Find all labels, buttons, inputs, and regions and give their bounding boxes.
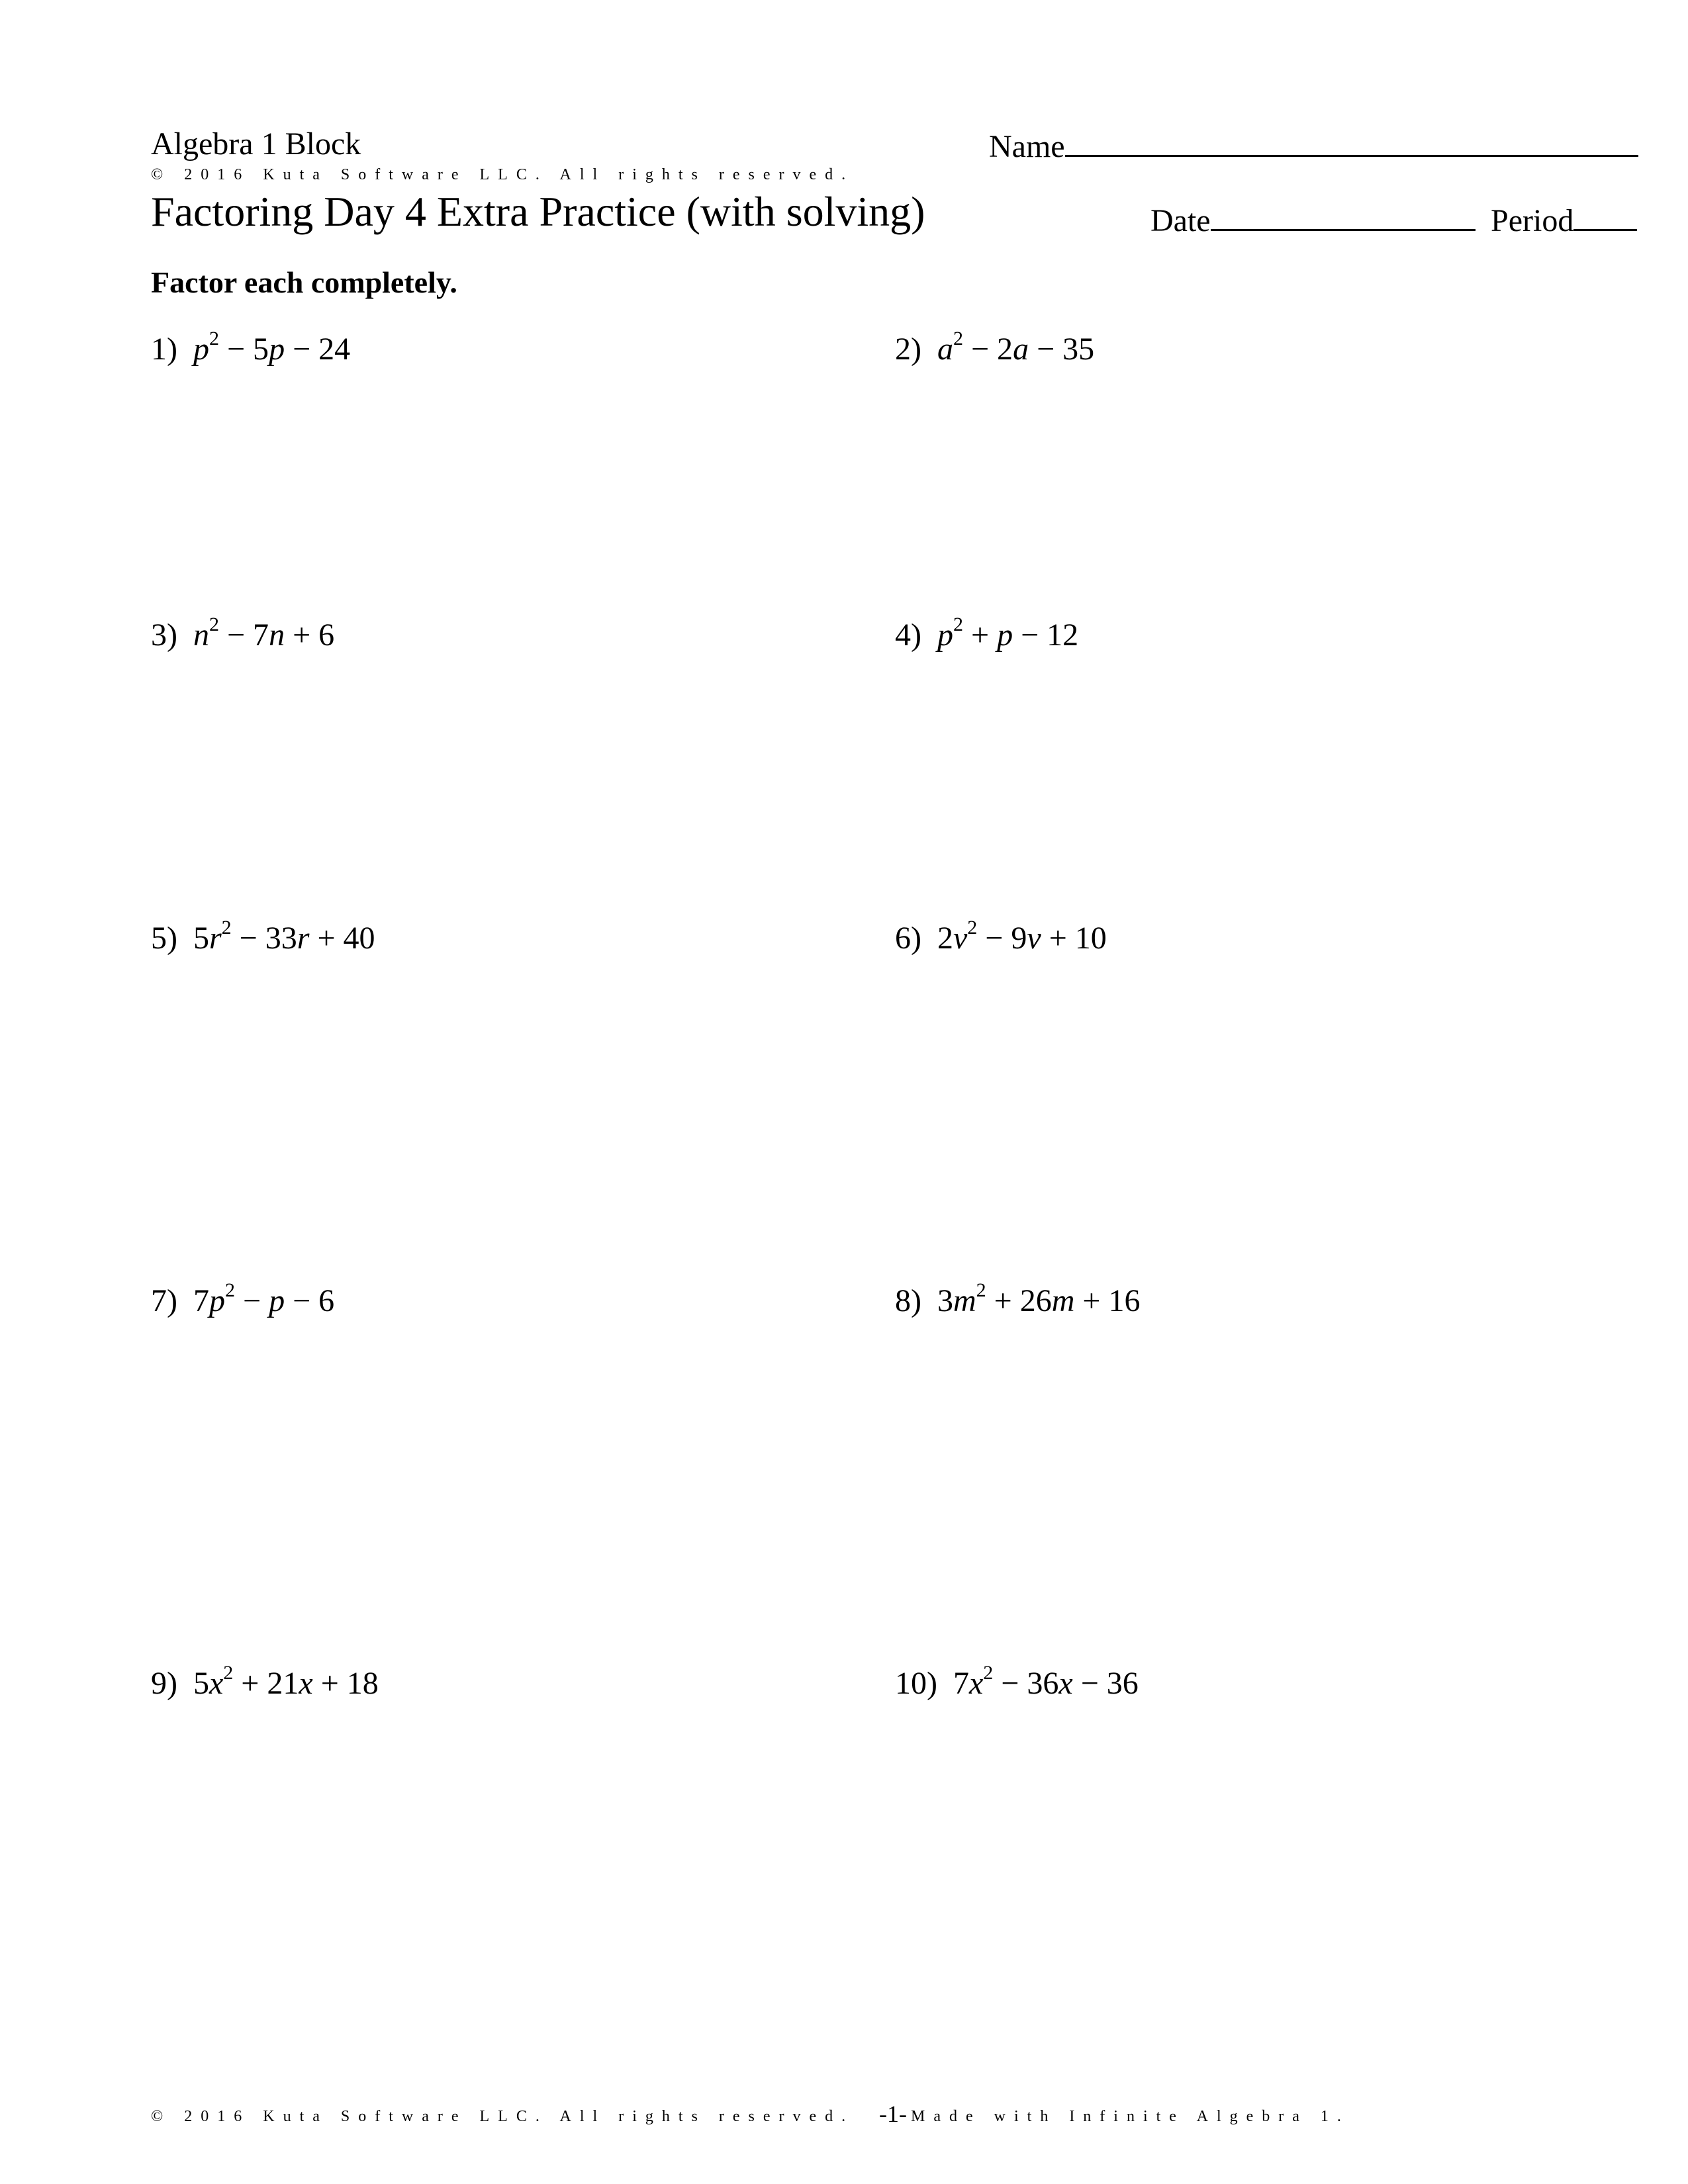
exponent: 2 xyxy=(209,614,219,635)
variable: a xyxy=(1013,332,1029,367)
problem-number: 4) xyxy=(895,617,937,653)
exponent: 2 xyxy=(953,614,963,635)
problem-9 xyxy=(151,1662,379,1701)
term: + 6 xyxy=(285,617,335,653)
footer xyxy=(151,2109,854,2124)
term: + 40 xyxy=(309,921,375,956)
variable: r xyxy=(209,921,222,956)
problem-7 xyxy=(151,1279,335,1318)
term: − 36 xyxy=(1072,1666,1139,1701)
problem-number: 7) xyxy=(151,1283,193,1318)
term: − 5 xyxy=(218,332,269,367)
variable: a xyxy=(937,332,953,367)
term: − 12 xyxy=(1013,617,1079,653)
problem-number: 9) xyxy=(151,1666,193,1701)
term: 7 xyxy=(193,1283,209,1318)
term: + 26 xyxy=(986,1283,1052,1318)
problem-expression xyxy=(953,1662,1139,1701)
term: 7 xyxy=(953,1666,969,1701)
exponent: 2 xyxy=(953,328,963,349)
term: + 18 xyxy=(312,1666,379,1701)
term: − 2 xyxy=(962,332,1013,367)
variable: m xyxy=(1051,1283,1075,1318)
term: + 10 xyxy=(1041,921,1107,956)
variable: m xyxy=(953,1283,976,1318)
period-blank-line[interactable] xyxy=(1573,203,1637,231)
problem-1 xyxy=(151,328,351,367)
name-field[interactable] xyxy=(989,128,1638,163)
problem-number: 8) xyxy=(895,1283,937,1318)
term: − 33 xyxy=(231,921,297,956)
problem-number: 5) xyxy=(151,921,193,956)
term: − 36 xyxy=(993,1666,1059,1701)
variable: p xyxy=(269,332,285,367)
instructions: Factor each completely. xyxy=(151,265,457,299)
name-label: Name xyxy=(989,129,1065,164)
variable: p xyxy=(193,332,209,367)
problem-3 xyxy=(151,614,335,653)
date-field[interactable] xyxy=(1150,203,1476,237)
variable: v xyxy=(953,921,968,956)
variable: p xyxy=(269,1283,285,1318)
problem-6 xyxy=(895,917,1107,956)
problem-5 xyxy=(151,917,375,956)
exponent: 2 xyxy=(224,1279,235,1301)
header-copyright: © 2016 Kuta Software LLC. All rights reserved. xyxy=(151,166,855,183)
problem-expression xyxy=(193,1279,335,1318)
problem-10 xyxy=(895,1662,1139,1701)
course-label: Algebra 1 Block xyxy=(151,126,361,161)
worksheet-title: Factoring Day 4 Extra Practice (with solving) xyxy=(151,188,925,235)
name-blank-line[interactable] xyxy=(1065,128,1638,157)
footer-copyright: © 2016 Kuta Software LLC. All rights reserved. xyxy=(151,2108,855,2125)
problem-expression xyxy=(937,917,1107,956)
problem-number: 2) xyxy=(895,332,937,367)
exponent: 2 xyxy=(221,917,232,938)
problem-expression xyxy=(193,614,335,653)
variable: n xyxy=(269,617,285,653)
footer-made-with: Made with Infinite Algebra 1. xyxy=(911,2108,1350,2125)
term: + 16 xyxy=(1074,1283,1141,1318)
term: 5 xyxy=(193,1666,209,1701)
exponent: 2 xyxy=(976,1279,986,1301)
term: 2 xyxy=(937,921,953,956)
variable: p xyxy=(209,1283,225,1318)
term: − 6 xyxy=(285,1283,335,1318)
exponent: 2 xyxy=(209,328,219,349)
problem-expression xyxy=(937,614,1079,653)
variable: x xyxy=(299,1666,313,1701)
problem-number: 10) xyxy=(895,1666,953,1701)
term: 3 xyxy=(937,1283,953,1318)
term: − xyxy=(234,1283,269,1318)
problem-number: 3) xyxy=(151,617,193,653)
term: 5 xyxy=(193,921,209,956)
exponent: 2 xyxy=(223,1662,234,1684)
period-field[interactable] xyxy=(1491,203,1637,237)
term: − 35 xyxy=(1029,332,1095,367)
variable: p xyxy=(937,617,953,653)
variable: r xyxy=(297,921,310,956)
problem-expression xyxy=(937,328,1095,367)
problem-expression xyxy=(937,1279,1141,1318)
term: − 7 xyxy=(218,617,269,653)
variable: v xyxy=(1027,921,1041,956)
period-label: Period xyxy=(1491,203,1574,238)
variable: x xyxy=(968,1666,984,1701)
problem-8 xyxy=(895,1279,1141,1318)
term: − 24 xyxy=(285,332,351,367)
date-label: Date xyxy=(1150,203,1211,238)
exponent: 2 xyxy=(983,1662,994,1684)
variable: x xyxy=(209,1666,224,1701)
problem-4 xyxy=(895,614,1079,653)
term: + xyxy=(962,617,998,653)
variable: p xyxy=(997,617,1013,653)
problem-number: 6) xyxy=(895,921,937,956)
variable: n xyxy=(193,617,209,653)
page-number: -1- xyxy=(879,2101,907,2127)
problem-number: 1) xyxy=(151,332,193,367)
problem-2 xyxy=(895,328,1095,367)
variable: x xyxy=(1058,1666,1073,1701)
exponent: 2 xyxy=(967,917,978,938)
problem-expression xyxy=(193,328,351,367)
term: + 21 xyxy=(233,1666,299,1701)
term: − 9 xyxy=(977,921,1027,956)
date-blank-line[interactable] xyxy=(1211,203,1476,231)
problem-expression xyxy=(193,917,375,956)
problem-expression xyxy=(193,1662,379,1701)
